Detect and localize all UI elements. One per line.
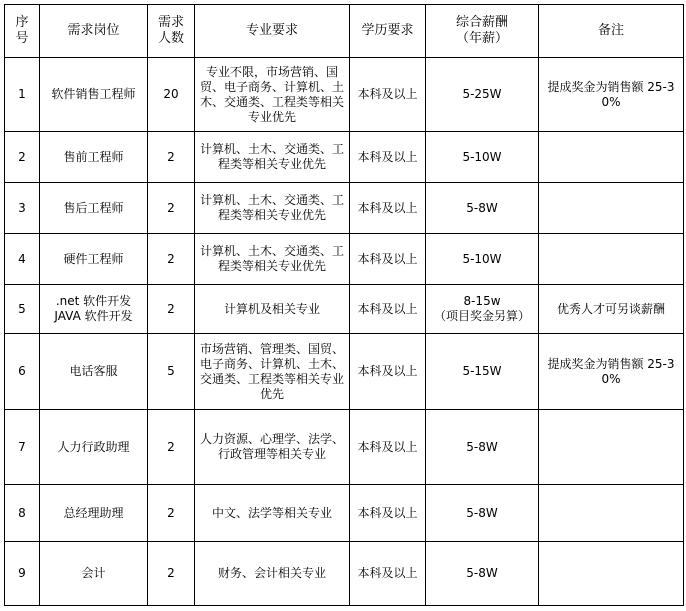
table-row bbox=[5, 183, 684, 234]
cell-salary: 8-15w （项目奖金另算） bbox=[426, 285, 539, 334]
cell-salary: 5-8W bbox=[426, 183, 539, 234]
cell-salary: 5-8W bbox=[426, 410, 539, 485]
cell-note: 优秀人才可另谈薪酬 bbox=[539, 285, 684, 334]
cell-count: 20 bbox=[148, 58, 195, 132]
cell-position: .net 软件开发 JAVA 软件开发 bbox=[40, 285, 148, 334]
cell-salary: 5-8W bbox=[426, 485, 539, 542]
table-row bbox=[5, 132, 684, 183]
cell-major: 计算机、土木、交通类、工程类等相关专业优先 bbox=[195, 183, 350, 234]
cell-note bbox=[539, 542, 684, 606]
cell-education: 本科及以上 bbox=[350, 485, 426, 542]
table-row bbox=[5, 58, 684, 132]
cell-count: 2 bbox=[148, 234, 195, 285]
cell-education: 本科及以上 bbox=[350, 334, 426, 410]
cell-major: 计算机及相关专业 bbox=[195, 285, 350, 334]
cell-education: 本科及以上 bbox=[350, 285, 426, 334]
cell-position: 人力行政助理 bbox=[40, 410, 148, 485]
cell-salary: 5-10W bbox=[426, 132, 539, 183]
cell-education: 本科及以上 bbox=[350, 132, 426, 183]
cell-salary: 5-25W bbox=[426, 58, 539, 132]
cell-major: 中文、法学等相关专业 bbox=[195, 485, 350, 542]
cell-salary: 5-10W bbox=[426, 234, 539, 285]
table-row bbox=[5, 285, 684, 334]
header-education: 学历要求 bbox=[350, 5, 426, 58]
cell-no: 1 bbox=[5, 58, 40, 132]
table-row bbox=[5, 410, 684, 485]
cell-note bbox=[539, 132, 684, 183]
cell-salary: 5-15W bbox=[426, 334, 539, 410]
cell-count: 2 bbox=[148, 410, 195, 485]
cell-no: 5 bbox=[5, 285, 40, 334]
cell-major: 市场营销、管理类、国贸、电子商务、计算机、土木、交通类、工程类等相关专业优先 bbox=[195, 334, 350, 410]
cell-major: 计算机、土木、交通类、工程类等相关专业优先 bbox=[195, 132, 350, 183]
cell-education: 本科及以上 bbox=[350, 542, 426, 606]
cell-no: 7 bbox=[5, 410, 40, 485]
cell-salary: 5-8W bbox=[426, 542, 539, 606]
table-row bbox=[5, 234, 684, 285]
cell-count: 5 bbox=[148, 334, 195, 410]
cell-major: 人力资源、心理学、法学、行政管理等相关专业 bbox=[195, 410, 350, 485]
header-no: 序 号 bbox=[5, 5, 40, 58]
cell-no: 6 bbox=[5, 334, 40, 410]
cell-position: 会计 bbox=[40, 542, 148, 606]
cell-no: 3 bbox=[5, 183, 40, 234]
cell-note: 提成奖金为销售额 25-30% bbox=[539, 58, 684, 132]
table-header-row bbox=[5, 5, 684, 58]
cell-education: 本科及以上 bbox=[350, 183, 426, 234]
cell-position: 售后工程师 bbox=[40, 183, 148, 234]
cell-count: 2 bbox=[148, 542, 195, 606]
header-count: 需求 人数 bbox=[148, 5, 195, 58]
cell-note bbox=[539, 234, 684, 285]
header-note: 备注 bbox=[539, 5, 684, 58]
header-salary: 综合薪酬 （年薪） bbox=[426, 5, 539, 58]
header-position: 需求岗位 bbox=[40, 5, 148, 58]
cell-count: 2 bbox=[148, 132, 195, 183]
cell-education: 本科及以上 bbox=[350, 410, 426, 485]
cell-major: 计算机、土木、交通类、工程类等相关专业优先 bbox=[195, 234, 350, 285]
cell-education: 本科及以上 bbox=[350, 58, 426, 132]
cell-major: 财务、会计相关专业 bbox=[195, 542, 350, 606]
table-row bbox=[5, 485, 684, 542]
table-row bbox=[5, 334, 684, 410]
cell-no: 4 bbox=[5, 234, 40, 285]
cell-position: 硬件工程师 bbox=[40, 234, 148, 285]
cell-count: 2 bbox=[148, 285, 195, 334]
cell-note bbox=[539, 183, 684, 234]
cell-count: 2 bbox=[148, 485, 195, 542]
cell-position: 软件销售工程师 bbox=[40, 58, 148, 132]
cell-note: 提成奖金为销售额 25-30% bbox=[539, 334, 684, 410]
cell-education: 本科及以上 bbox=[350, 234, 426, 285]
header-major: 专业要求 bbox=[195, 5, 350, 58]
cell-position: 总经理助理 bbox=[40, 485, 148, 542]
cell-no: 9 bbox=[5, 542, 40, 606]
cell-position: 售前工程师 bbox=[40, 132, 148, 183]
cell-position: 电话客服 bbox=[40, 334, 148, 410]
table-row bbox=[5, 542, 684, 606]
cell-note bbox=[539, 485, 684, 542]
cell-no: 2 bbox=[5, 132, 40, 183]
cell-count: 2 bbox=[148, 183, 195, 234]
cell-major: 专业不限，市场营销、国贸、电子商务、计算机、土木、交通类、工程类等相关专业优先 bbox=[195, 58, 350, 132]
cell-no: 8 bbox=[5, 485, 40, 542]
cell-note bbox=[539, 410, 684, 485]
recruitment-table bbox=[4, 4, 684, 606]
